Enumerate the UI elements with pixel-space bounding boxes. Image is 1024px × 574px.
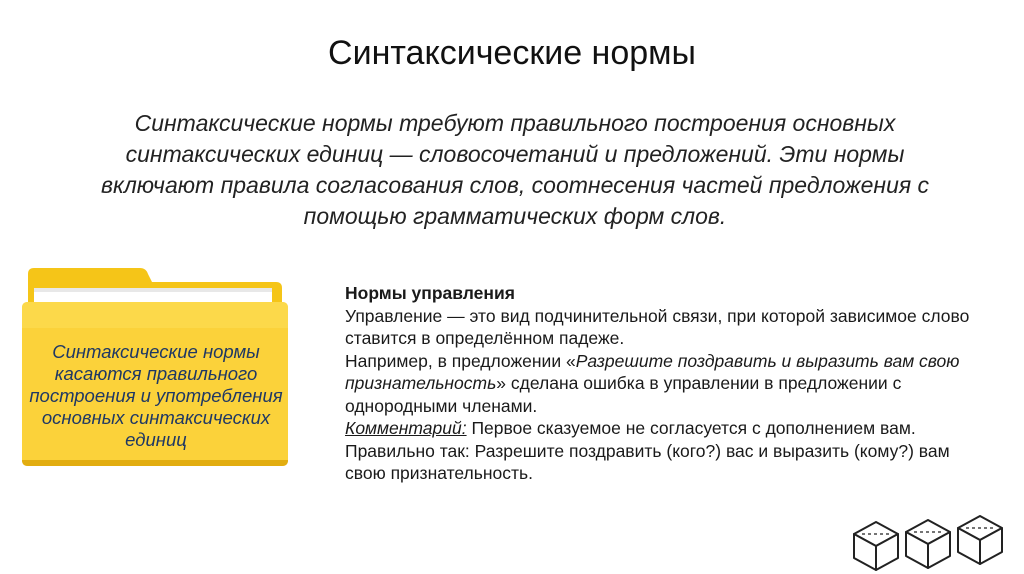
rules-text bbox=[345, 305, 985, 485]
cubes-icon bbox=[848, 508, 1020, 572]
example-prefix: Например, в предложении « bbox=[345, 350, 576, 371]
rules-definition: Управление — это вид подчинительной связи, при которой зависимое слово ставится в определённом падеже. bbox=[345, 305, 970, 348]
comment-label: Комментарий: bbox=[345, 418, 467, 438]
slide-title: Синтаксические нормы bbox=[328, 34, 696, 72]
rules-heading: Нормы управления bbox=[345, 283, 515, 303]
rules-block bbox=[345, 282, 985, 485]
example-quote: Разрешите поздравить и выразить вам свою признательность bbox=[345, 350, 960, 393]
folder-text: Синтаксические нормы касаются правильного построения и употребления основных синтаксических единиц bbox=[29, 341, 283, 450]
intro-paragraph: Синтаксические нормы требуют правильного построения основных синтаксических единиц — словосочетаний и предложений. Эти нормы включают правила согласования слов, соотнесения частей предложения с помощью грамматических форм слов. bbox=[100, 110, 930, 229]
comment-text: Первое сказуемое не согласуется с дополнением вам. Правильно так: Разрешите поздравить (кого?) вас и выразить (кому?) вам свою признательность. bbox=[345, 418, 950, 483]
rules-comment bbox=[345, 417, 985, 485]
rules-example bbox=[345, 350, 985, 418]
folder-card bbox=[20, 268, 290, 468]
example-suffix: » сделана ошибка в управлении в предложении с однородными членами. bbox=[345, 373, 902, 416]
